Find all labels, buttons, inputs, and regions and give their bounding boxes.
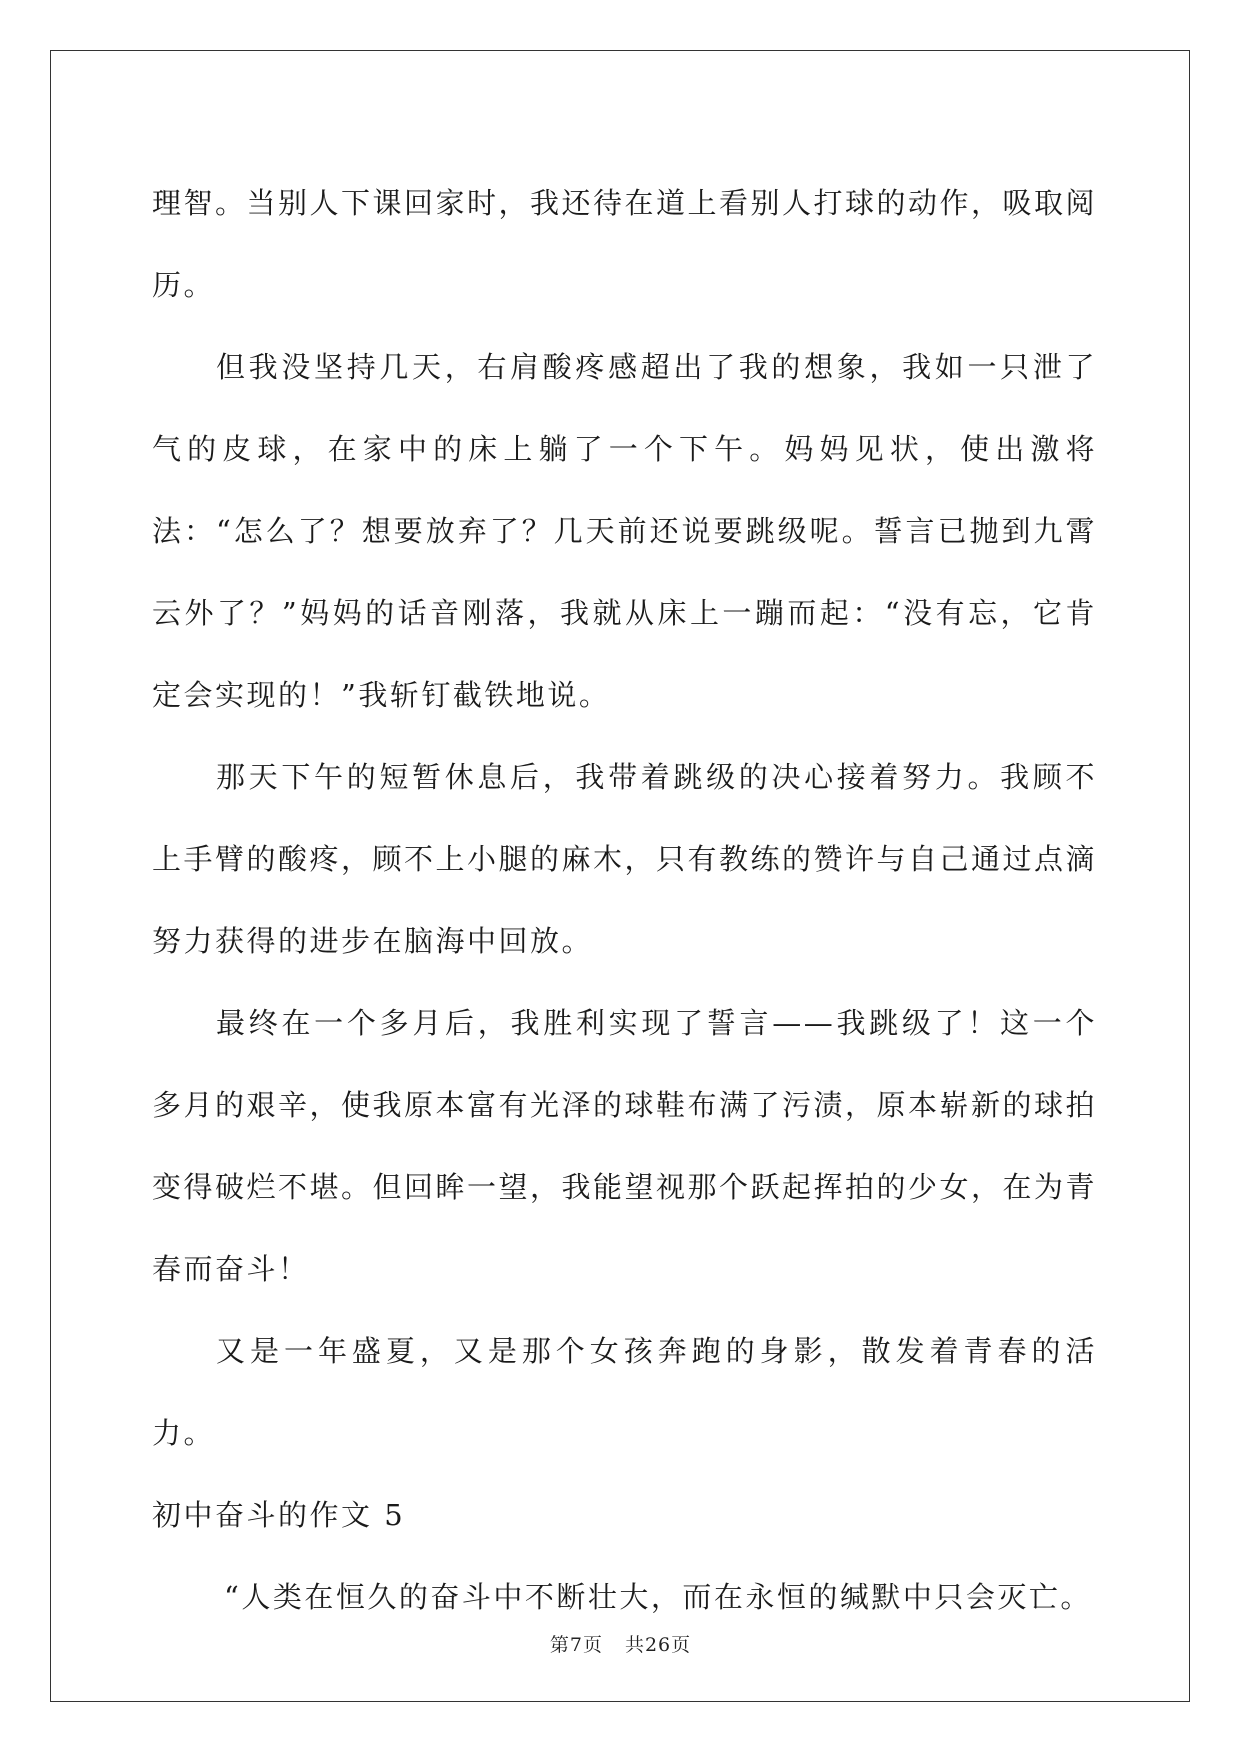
paragraph-5: 又是一年盛夏，又是那个女孩奔跑的身影，散发着青春的活力。: [152, 1334, 1097, 1450]
paragraph-2: 但我没坚持几天，右肩酸疼感超出了我的想象，我如一只泄了气的皮球，在家中的床上躺了一个下午。妈妈见状，使出激将法：“怎么了？想要放弃了？几天前还说要跳级呢。誓言已抛到九霄云外了？”妈妈的话音刚落，我就从床上一蹦而起：“没有忘，它肯定会实现的！”我斩钉截铁地说。: [152, 350, 1097, 712]
paragraph-1: 理智。当别人下课回家时，我还待在道上看别人打球的动作，吸取阅历。: [152, 186, 1098, 302]
paragraph-4: 最终在一个多月后，我胜利实现了誓言——我跳级了！这一个多月的艰辛，使我原本富有光泽的球鞋布满了污渍，原本崭新的球拍变得破烂不堪。但回眸一望，我能望视那个跃起挥拍的少女，在为青春而奋斗！: [152, 1006, 1098, 1286]
document-body: [152, 162, 1097, 1638]
paragraph-3: 那天下午的短暂休息后，我带着跳级的决心接着努力。我顾不上手臂的酸疼，顾不上小腿的麻木，只有教练的赞许与自己通过点滴努力获得的进步在脑海中回放。: [152, 760, 1098, 958]
paragraph-quote: “人类在恒久的奋斗中不断壮大，而在永恒的缄默中只会灭亡。: [224, 1580, 1092, 1614]
page-total: 共26页: [624, 1634, 692, 1656]
page-number: 第7页: [549, 1634, 603, 1656]
section-heading: 初中奋斗的作文 5: [152, 1498, 406, 1532]
page-footer: [0, 1630, 1241, 1657]
